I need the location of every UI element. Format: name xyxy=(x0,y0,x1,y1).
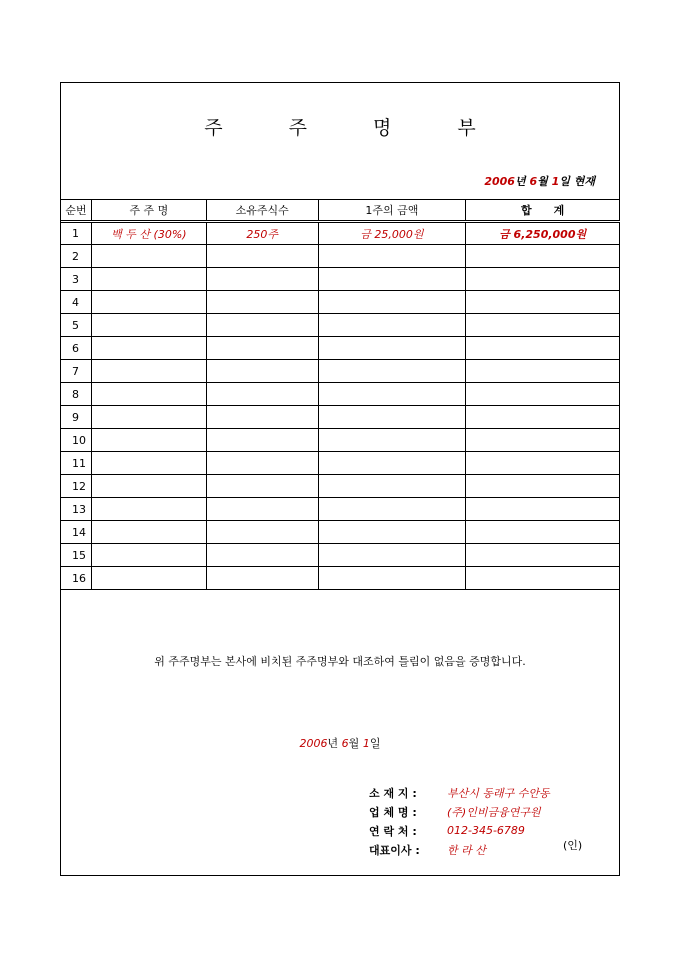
row-number: 5 xyxy=(61,314,92,337)
row-number: 3 xyxy=(61,268,92,291)
shares-owned xyxy=(206,360,318,383)
total-amount xyxy=(466,314,620,337)
shareholder-name xyxy=(91,452,206,475)
shareholder-name xyxy=(91,360,206,383)
price-per-share xyxy=(318,383,466,406)
total-amount xyxy=(466,544,620,567)
shares-owned xyxy=(206,567,318,590)
document-title: 주 주 명 부 xyxy=(204,117,506,139)
total-amount xyxy=(466,498,620,521)
total-amount xyxy=(466,245,620,268)
price-per-share xyxy=(318,245,466,268)
shareholder-name xyxy=(91,314,206,337)
price-per-share xyxy=(318,521,466,544)
shares-owned xyxy=(206,406,318,429)
table-row xyxy=(61,567,620,590)
ceo-value: 한 라 산 xyxy=(447,843,486,857)
row-number: 7 xyxy=(61,360,92,383)
shares-owned xyxy=(206,291,318,314)
price-per-share xyxy=(318,406,466,429)
row-number: 1 xyxy=(61,222,92,245)
table-row xyxy=(61,222,620,245)
table-row xyxy=(61,314,620,337)
header-no: 순번 xyxy=(61,200,92,222)
ceo-label: 대표이사 : xyxy=(369,843,420,857)
table-header-row xyxy=(61,200,620,222)
row-number: 9 xyxy=(61,406,92,429)
company-name-label: 업 체 명 : xyxy=(369,805,417,819)
price-per-share xyxy=(318,452,466,475)
header-shares-owned: 소유주식수 xyxy=(206,200,318,222)
phone-value: 012-345-6789 xyxy=(447,824,525,837)
shareholder-name xyxy=(91,475,206,498)
phone-label: 연 락 처 : xyxy=(369,824,417,838)
shareholder-name xyxy=(91,406,206,429)
shareholder-register-document xyxy=(60,82,620,876)
shareholder-table xyxy=(60,199,620,590)
ceo-row xyxy=(369,840,550,859)
header-total: 합 계 xyxy=(466,200,620,222)
header-shareholder-name: 주 주 명 xyxy=(91,200,206,222)
total-amount xyxy=(466,360,620,383)
shares-owned xyxy=(206,429,318,452)
total-amount xyxy=(466,521,620,544)
certification-statement: 위 주주명부는 본사에 비치된 주주명부와 대조하여 틀림이 없음을 증명합니다. xyxy=(154,655,526,668)
shareholder-name xyxy=(91,521,206,544)
table-row xyxy=(61,360,620,383)
table-row xyxy=(61,475,620,498)
price-per-share xyxy=(318,291,466,314)
table-row xyxy=(61,429,620,452)
table-row xyxy=(61,268,620,291)
price-per-share: 금 25,000원 xyxy=(318,222,466,245)
address-label: 소 재 지 : xyxy=(369,786,417,800)
row-number: 13 xyxy=(61,498,92,521)
row-number: 6 xyxy=(61,337,92,360)
shareholder-name xyxy=(91,498,206,521)
price-per-share xyxy=(318,475,466,498)
shareholder-name xyxy=(91,567,206,590)
table-row xyxy=(61,498,620,521)
total-amount xyxy=(466,406,620,429)
address-row xyxy=(369,783,550,802)
company-name-row xyxy=(369,802,550,821)
shareholder-name xyxy=(91,337,206,360)
company-info xyxy=(369,783,550,859)
total-amount xyxy=(466,383,620,406)
shares-owned xyxy=(206,544,318,567)
address-value: 부산시 동래구 수안동 xyxy=(447,786,550,800)
total-amount xyxy=(466,291,620,314)
table-row xyxy=(61,383,620,406)
shareholder-name: 백 두 산 (30%) xyxy=(91,222,206,245)
issue-date: 2006년 6월 1일 xyxy=(299,737,381,750)
total-amount xyxy=(466,567,620,590)
row-number: 15 xyxy=(61,544,92,567)
table-row xyxy=(61,521,620,544)
table-row xyxy=(61,245,620,268)
row-number: 8 xyxy=(61,383,92,406)
table-row xyxy=(61,337,620,360)
row-number: 10 xyxy=(61,429,92,452)
shares-owned xyxy=(206,475,318,498)
row-number: 11 xyxy=(61,452,92,475)
company-name-value: (주)인비금융연구원 xyxy=(447,805,541,819)
shares-owned xyxy=(206,268,318,291)
shares-owned xyxy=(206,245,318,268)
total-amount: 금 6,250,000원 xyxy=(466,222,620,245)
table-row xyxy=(61,452,620,475)
shares-owned xyxy=(206,314,318,337)
price-per-share xyxy=(318,268,466,291)
header-price-per-share: 1주의 금액 xyxy=(318,200,466,222)
price-per-share xyxy=(318,337,466,360)
shareholder-name xyxy=(91,383,206,406)
shareholder-name xyxy=(91,245,206,268)
shares-owned xyxy=(206,452,318,475)
total-amount xyxy=(466,452,620,475)
row-number: 4 xyxy=(61,291,92,314)
table-row xyxy=(61,406,620,429)
as-of-date: 2006년 6월 1일 현재 xyxy=(484,175,595,188)
table-row xyxy=(61,291,620,314)
shares-owned: 250주 xyxy=(206,222,318,245)
row-number: 2 xyxy=(61,245,92,268)
shareholder-name xyxy=(91,429,206,452)
table-row xyxy=(61,544,620,567)
seal-mark: (인) xyxy=(563,839,583,852)
total-amount xyxy=(466,268,620,291)
price-per-share xyxy=(318,314,466,337)
shares-owned xyxy=(206,337,318,360)
price-per-share xyxy=(318,544,466,567)
shareholder-name xyxy=(91,291,206,314)
row-number: 14 xyxy=(61,521,92,544)
row-number: 16 xyxy=(61,567,92,590)
total-amount xyxy=(466,429,620,452)
price-per-share xyxy=(318,498,466,521)
phone-row xyxy=(369,821,550,840)
shareholder-name xyxy=(91,268,206,291)
shares-owned xyxy=(206,498,318,521)
shareholder-name xyxy=(91,544,206,567)
total-amount xyxy=(466,337,620,360)
price-per-share xyxy=(318,567,466,590)
total-amount xyxy=(466,475,620,498)
price-per-share xyxy=(318,429,466,452)
price-per-share xyxy=(318,360,466,383)
shares-owned xyxy=(206,521,318,544)
shares-owned xyxy=(206,383,318,406)
row-number: 12 xyxy=(61,475,92,498)
